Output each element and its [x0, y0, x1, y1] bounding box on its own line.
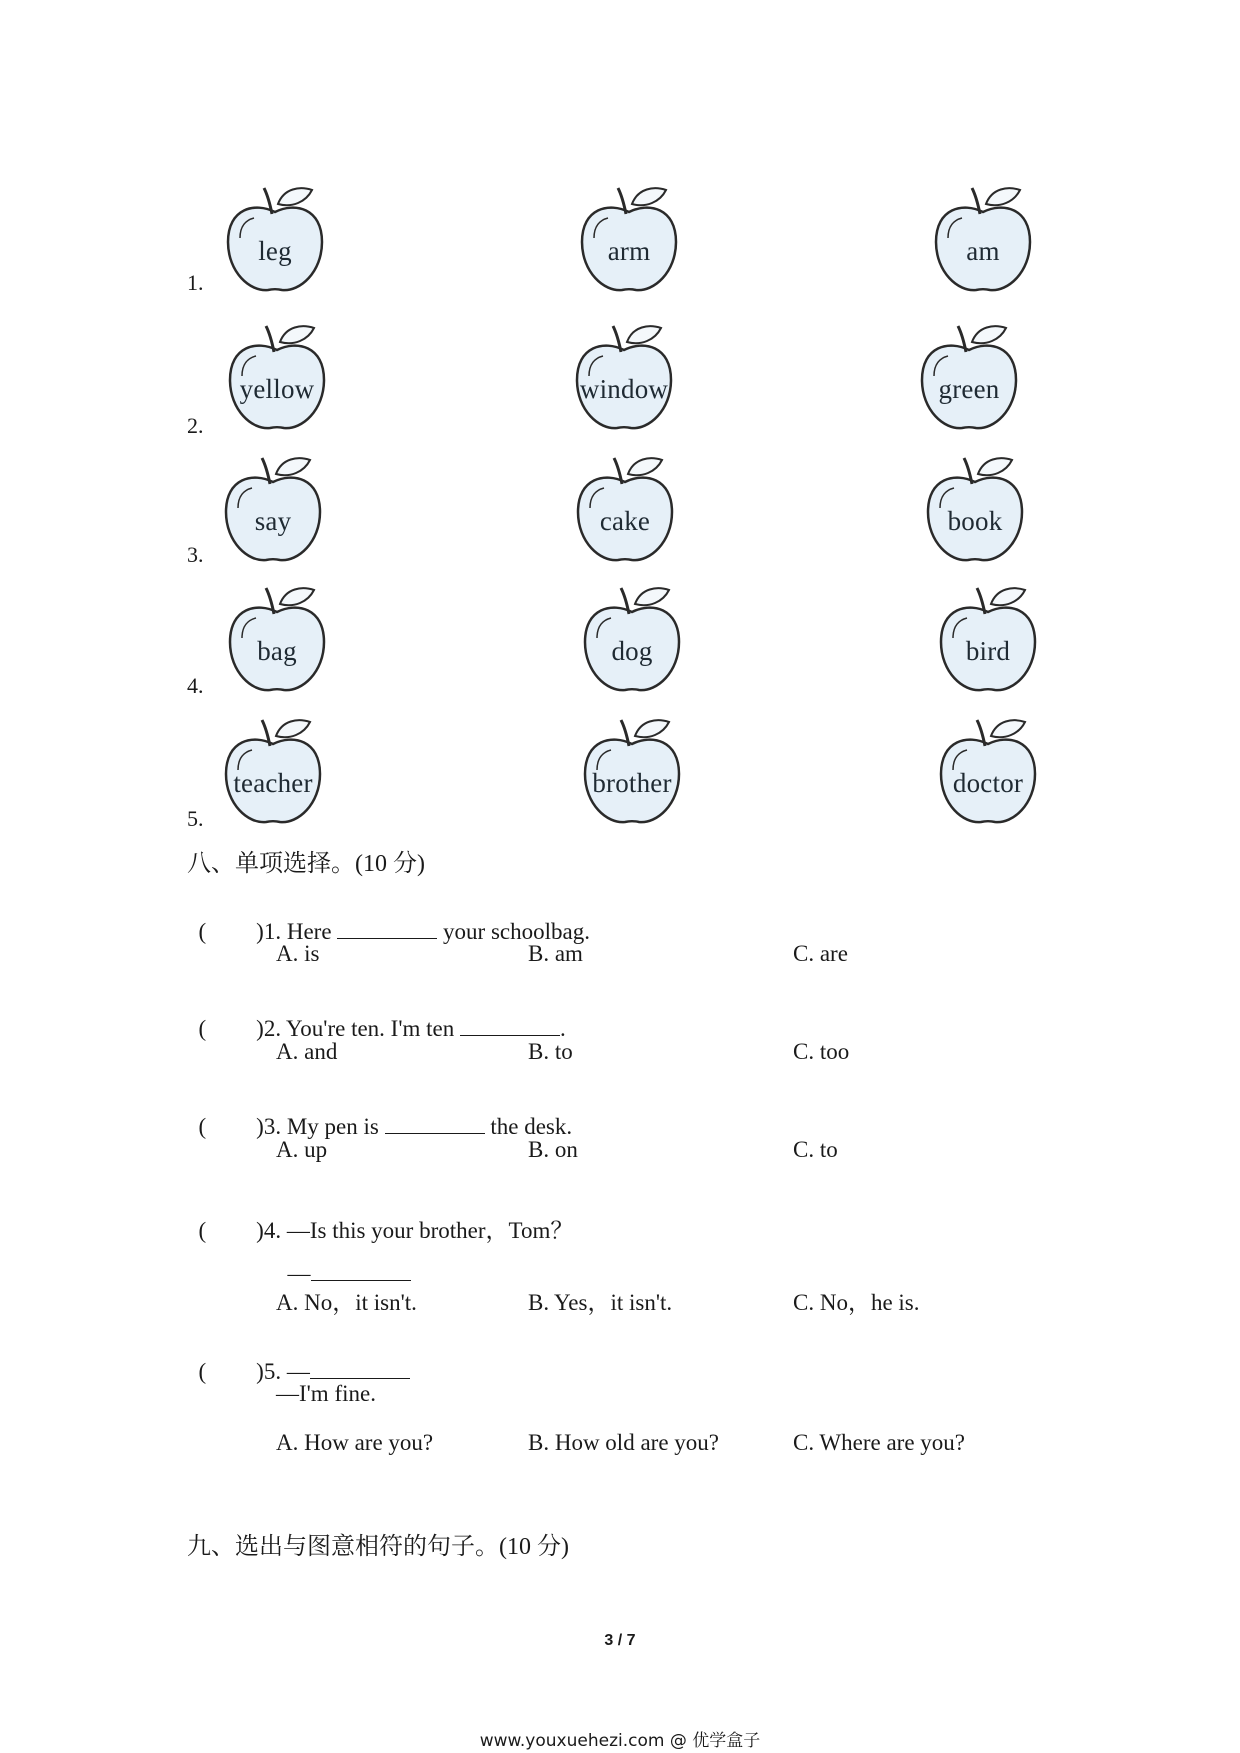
- option-a: A. is: [276, 941, 320, 966]
- option-a: A. and: [276, 1039, 338, 1064]
- apple-word: bird: [965, 636, 1011, 666]
- apple-word: leg: [258, 236, 292, 266]
- section-8-title: 八、单项选择。(10 分): [187, 851, 425, 877]
- apple-word: doctor: [952, 768, 1024, 798]
- reply-line: —I'm fine.: [276, 1381, 376, 1406]
- apple-word: say: [254, 506, 292, 536]
- fill-blank: [310, 1360, 410, 1379]
- apple-card: [577, 712, 687, 830]
- fill-blank: [311, 1262, 411, 1281]
- question-number: 1.: [263, 919, 282, 944]
- section-9-title: 九、选出与图意相符的句子。(10 分): [187, 1534, 569, 1560]
- apple-card: [920, 450, 1030, 568]
- answer-paren-open: (: [198, 919, 207, 944]
- row-number: 1.: [187, 270, 204, 295]
- apple-word: yellow: [239, 374, 315, 404]
- question-3: ( )3. My pen is the desk.: [198, 1114, 573, 1139]
- apple-word: cake: [599, 506, 651, 536]
- apple-word: green: [938, 374, 1000, 404]
- apple-card: [933, 580, 1043, 698]
- apple-card: [218, 712, 328, 830]
- apple-card: [577, 580, 687, 698]
- option-b: B. am: [528, 941, 583, 966]
- apple-word: window: [579, 374, 669, 404]
- option-c: C. too: [793, 1039, 850, 1064]
- question-5: ( )5. —: [187, 1333, 410, 1385]
- apple-word: arm: [607, 236, 651, 266]
- option-c: C. No，he is.: [793, 1290, 920, 1315]
- option-a: A. up: [276, 1137, 328, 1162]
- option-a: A. How are you?: [276, 1430, 434, 1455]
- apple-card: [218, 450, 328, 568]
- apple-card: [220, 180, 330, 298]
- apple-card: [574, 180, 684, 298]
- answer-line: —: [276, 1235, 411, 1287]
- fill-blank: [460, 1017, 560, 1036]
- apple-card: [570, 450, 680, 568]
- page-number: 3 / 7: [604, 1632, 636, 1649]
- row-number: 4.: [187, 673, 204, 698]
- question-1: ( )1. Here your schoolbag.: [198, 919, 590, 944]
- option-a: A. No，it isn't.: [276, 1290, 417, 1315]
- footer-site: www.youxuehezi.com @ 优学盒子: [479, 1731, 761, 1751]
- apple-card: [933, 712, 1043, 830]
- fill-blank: [385, 1115, 485, 1134]
- row-number: 3.: [187, 542, 204, 567]
- apple-card: [928, 180, 1038, 298]
- apple-word: dog: [611, 636, 653, 666]
- row-number: 5.: [187, 806, 204, 831]
- question-4: ( )4. —Is this your brother，Tom？: [198, 1218, 574, 1243]
- apple-word: bag: [257, 636, 297, 666]
- row-number: 2.: [187, 413, 204, 438]
- apple-word: teacher: [233, 768, 313, 798]
- apple-card: [569, 318, 679, 436]
- apple-card: [914, 318, 1024, 436]
- question-2: ( )2. You're ten. I'm ten .: [198, 1016, 566, 1041]
- apple-card: [222, 580, 332, 698]
- option-b: B. Yes，it isn't.: [528, 1290, 673, 1315]
- fill-blank: [337, 920, 437, 939]
- option-c: C. Where are you?: [793, 1430, 965, 1455]
- option-b: B. on: [528, 1137, 578, 1162]
- option-c: C. to: [793, 1137, 838, 1162]
- apple-word: brother: [592, 768, 672, 798]
- apple-word: am: [966, 236, 1000, 266]
- apple-card: [222, 318, 332, 436]
- option-b: B. How old are you?: [528, 1430, 719, 1455]
- option-c: C. are: [793, 941, 848, 966]
- apple-word: book: [947, 506, 1003, 536]
- option-b: B. to: [528, 1039, 573, 1064]
